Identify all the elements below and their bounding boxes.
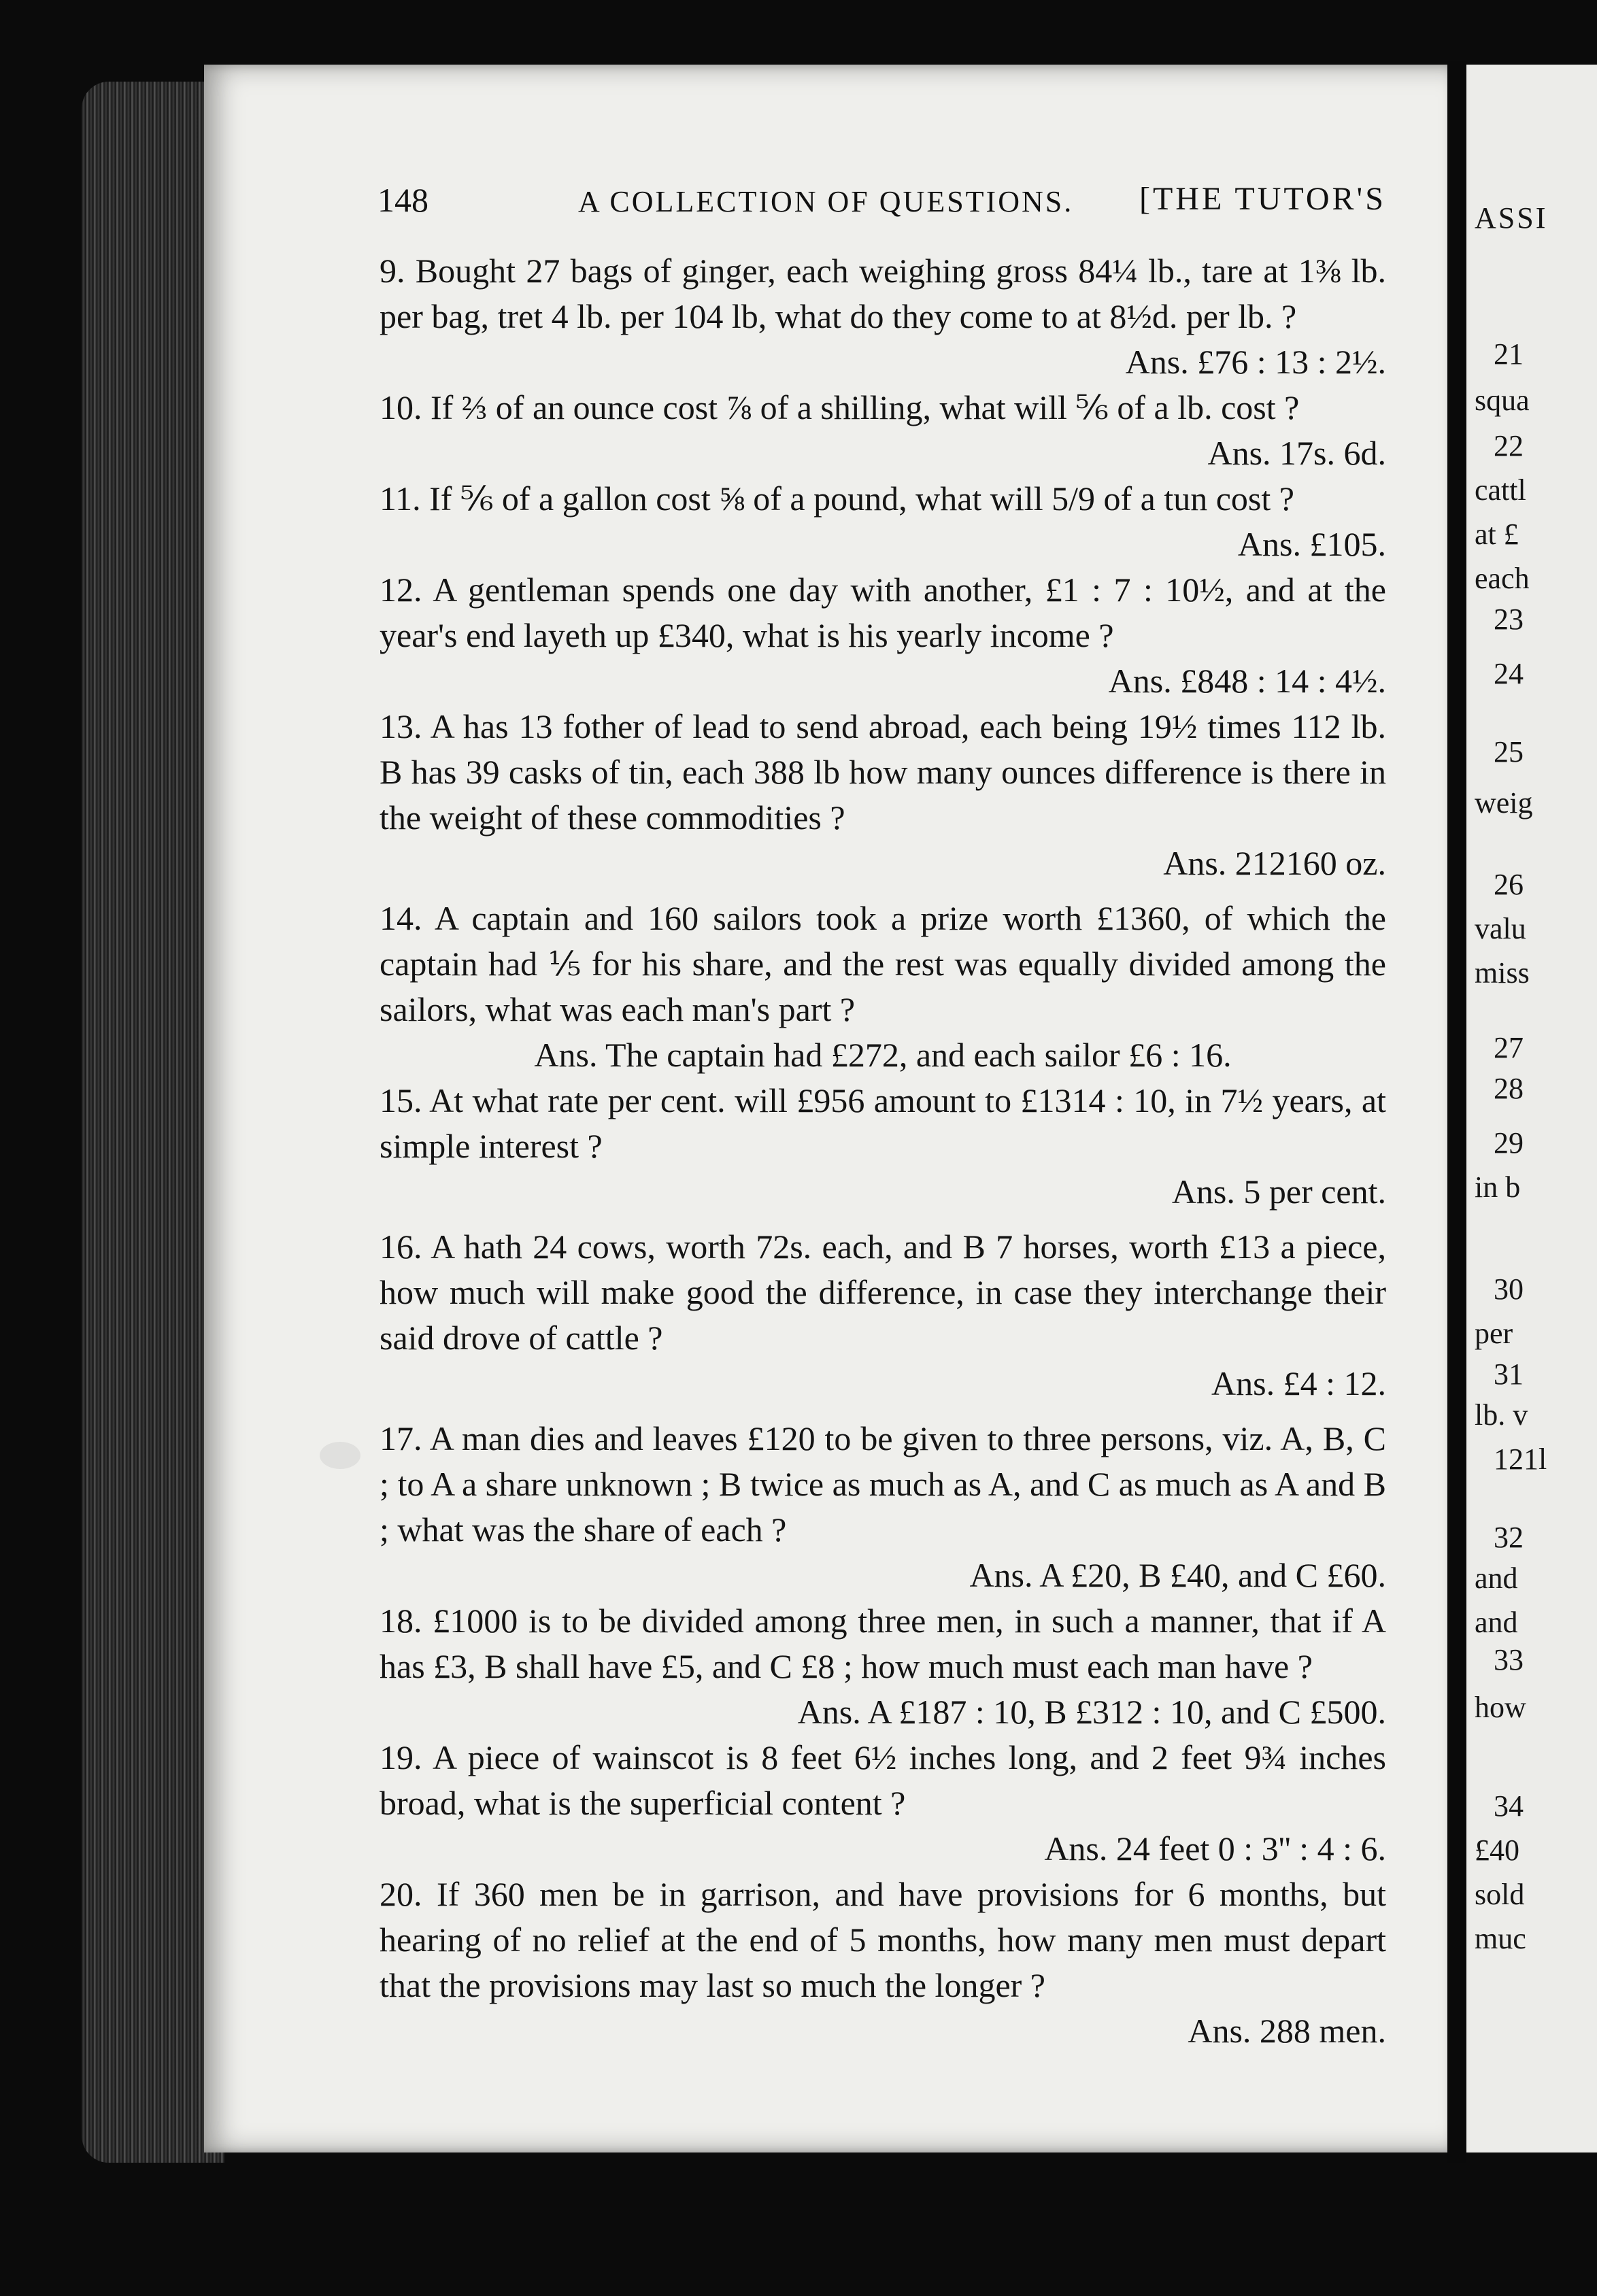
- facing-page-fragment: 33: [1494, 1643, 1524, 1676]
- facing-page-fragment: miss: [1475, 956, 1530, 990]
- facing-page-fragment: squa: [1475, 384, 1530, 417]
- facing-page-fragment: 25: [1494, 735, 1524, 769]
- answer-12: Ans. £848 : 14 : 4½.: [1108, 662, 1386, 700]
- facing-page-fragment: 21: [1494, 337, 1524, 371]
- question-13: 13. A has 13 fother of lead to send abroad, each being 19½ times 112 lb. B has 39 casks of tin, each 388 lb how many ounces difference is there in the weight of these commodities ?: [380, 707, 1386, 837]
- answer-11: Ans. £105.: [1237, 525, 1386, 563]
- question-20: 20. If 360 men be in garrison, and have provisions for 6 months, but hearing of no relief at the end of 5 months, how many men must depart that the provisions may last so much the longer ?: [380, 1875, 1386, 2004]
- facing-page: [1466, 65, 1597, 2152]
- book-gutter: [1447, 61, 1466, 2163]
- facing-page-fragment: per: [1475, 1317, 1513, 1350]
- facing-page-fragment: 32: [1494, 1521, 1524, 1554]
- page-smudge: [320, 1442, 360, 1469]
- running-title: A COLLECTION OF QUESTIONS.: [578, 185, 1074, 218]
- question-12: 12. A gentleman spends one day with another, £1 : 7 : 10½, and at the year's end layeth up £340, what is his yearly income ?: [380, 571, 1386, 654]
- question-15: 15. At what rate per cent. will £956 amount to £1314 : 10, in 7½ years, at simple interest ?: [380, 1081, 1386, 1165]
- facing-page-fragment: £40: [1475, 1834, 1519, 1867]
- facing-page-fragment: ASSI: [1475, 201, 1548, 235]
- facing-page-fragment: muc: [1475, 1922, 1526, 1955]
- book-page-edges: [82, 82, 224, 2163]
- facing-page-fragment: valu: [1475, 912, 1526, 945]
- question-17: 17. A man dies and leaves £120 to be given to three persons, viz. A, B, C ; to A a share unknown ; B twice as much as A, and C as much as A and B ; what was the share of each ?: [380, 1419, 1386, 1549]
- question-18: 18. £1000 is to be divided among three men, in such a manner, that if A has £3, B shall have £5, and C £8 ; how much must each man have ?: [380, 1602, 1386, 1685]
- facing-page-fragment: 24: [1494, 657, 1524, 690]
- answer-15: Ans. 5 per cent.: [1171, 1172, 1386, 1211]
- answer-19: Ans. 24 feet 0 : 3'' : 4 : 6.: [1044, 1829, 1386, 1868]
- facing-page-fragment: 34: [1494, 1789, 1524, 1823]
- facing-page-fragment: 28: [1494, 1072, 1524, 1105]
- questions-text: [380, 248, 1386, 2054]
- facing-page-fragment: 29: [1494, 1126, 1524, 1160]
- answer-16: Ans. £4 : 12.: [1211, 1364, 1386, 1402]
- question-11: 11. If ⅚ of a gallon cost ⅝ of a pound, what will 5/9 of a tun cost ?: [380, 479, 1294, 518]
- facing-page-fragment: and: [1475, 1561, 1518, 1595]
- answer-14: Ans. The captain had £272, and each sailor £6 : 16.: [534, 1036, 1232, 1074]
- answer-20: Ans. 288 men.: [1188, 2012, 1386, 2050]
- facing-page-fragment: 23: [1494, 603, 1524, 636]
- facing-page-fragment: 30: [1494, 1272, 1524, 1306]
- answer-13: Ans. 212160 oz.: [1163, 844, 1386, 882]
- facing-page-fragment: how: [1475, 1691, 1526, 1724]
- question-10: 10. If ⅔ of an ounce cost ⅞ of a shilling, what will ⅚ of a lb. cost ?: [380, 388, 1300, 426]
- facing-page-fragment: 22: [1494, 429, 1524, 462]
- question-14: 14. A captain and 160 sailors took a prize worth £1360, of which the captain had ⅕ for his share, and the rest was equally divided among the sailors, what was each man's part ?: [380, 899, 1386, 1028]
- facing-page-fragment: cattl: [1475, 473, 1526, 507]
- answer-10: Ans. 17s. 6d.: [1207, 434, 1386, 472]
- facing-page-fragment: each: [1475, 562, 1530, 595]
- facing-page-fragment: sold: [1475, 1878, 1525, 1911]
- page-number: 148: [377, 181, 428, 219]
- facing-page-fragment: at £: [1475, 518, 1519, 551]
- facing-page-fragment: 27: [1494, 1031, 1524, 1064]
- page-header: [377, 180, 1398, 228]
- answer-18: Ans. A £187 : 10, B £312 : 10, and C £500.: [797, 1693, 1386, 1731]
- question-19: 19. A piece of wainscot is 8 feet 6½ inches long, and 2 feet 9¾ inches broad, what is the superficial content ?: [380, 1738, 1386, 1822]
- facing-page-fragment: 121l: [1494, 1442, 1547, 1476]
- question-16: 16. A hath 24 cows, worth 72s. each, and B 7 horses, worth £13 a piece, how much will make good the difference, in case they interchange their said drove of cattle ?: [380, 1228, 1386, 1357]
- facing-page-fragment: and: [1475, 1606, 1518, 1639]
- facing-page-fragment: weig: [1475, 786, 1533, 820]
- facing-page-fragment: lb. v: [1475, 1398, 1528, 1432]
- question-9: 9. Bought 27 bags of ginger, each weighing gross 84¼ lb., tare at 1⅜ lb. per bag, tret 4 lb. per 104 lb, what do they come to at 8½d. per lb. ?: [380, 252, 1386, 335]
- answer-9: Ans. £76 : 13 : 2½.: [1125, 343, 1386, 381]
- facing-page-fragment: 26: [1494, 868, 1524, 901]
- answer-17: Ans. A £20, B £40, and C £60.: [969, 1556, 1386, 1594]
- running-title-right: [THE TUTOR'S: [1139, 181, 1386, 217]
- facing-page-fragment: in b: [1475, 1170, 1521, 1204]
- facing-page-fragment: 31: [1494, 1357, 1524, 1391]
